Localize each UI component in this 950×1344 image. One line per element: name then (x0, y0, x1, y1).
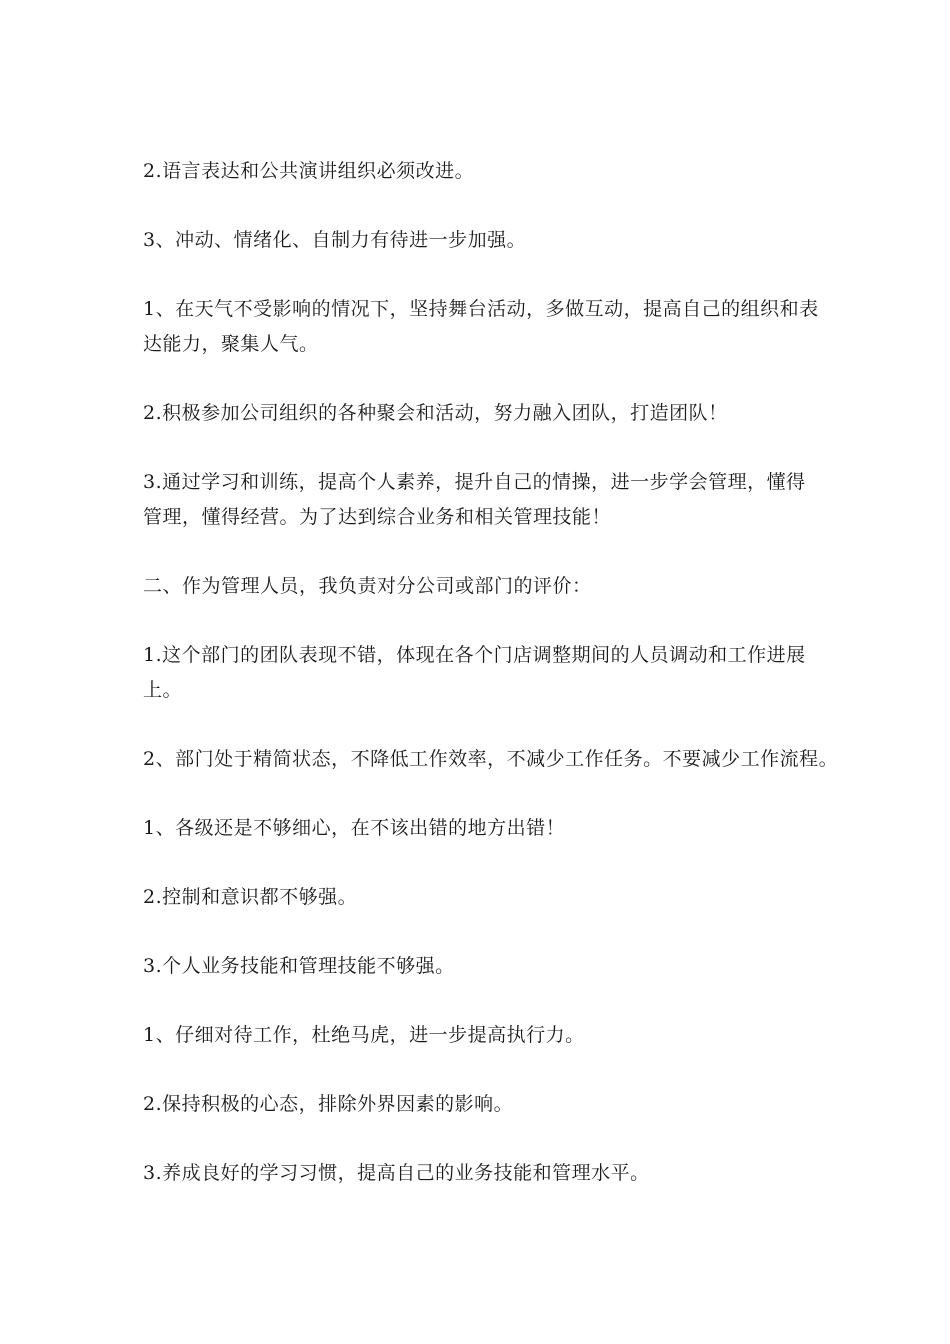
paragraph: 3、冲动、情绪化、自制力有待进一步加强。 (143, 229, 527, 251)
document-body (143, 154, 839, 1225)
paragraph: 3.通过学习和训练，提高个人素养，提升自己的情操，进一步学会管理，懂得管理，懂得经营。为了达到综合业务和相关管理技能！ (143, 471, 806, 528)
paragraph: 1.这个部门的团队表现不错，体现在各个门店调整期间的人员调动和工作进展上。 (143, 644, 806, 701)
paragraph: 3.个人业务技能和管理技能不够强。 (143, 955, 455, 977)
section-heading: 二、作为管理人员，我负责对分公司或部门的评价： (143, 575, 592, 597)
paragraph: 2.控制和意识都不够强。 (143, 886, 358, 908)
paragraph: 2.语言表达和公共演讲组织必须改进。 (143, 160, 475, 182)
paragraph: 1、各级还是不够细心，在不该出错的地方出错！ (143, 817, 566, 839)
paragraph: 1、仔细对待工作，杜绝马虎，进一步提高执行力。 (143, 1024, 585, 1046)
paragraph: 3.养成良好的学习习惯，提高自己的业务技能和管理水平。 (143, 1162, 650, 1184)
paragraph: 2、部门处于精简状态，不降低工作效率，不减少工作任务。不要减少工作流程。 (143, 748, 839, 770)
paragraph: 1、在天气不受影响的情况下，坚持舞台活动，多做互动，提高自己的组织和表达能力，聚集人气。 (143, 298, 819, 355)
paragraph: 2.保持积极的心态，排除外界因素的影响。 (143, 1093, 514, 1115)
paragraph: 2.积极参加公司组织的各种聚会和活动，努力融入团队，打造团队！ (143, 402, 728, 424)
